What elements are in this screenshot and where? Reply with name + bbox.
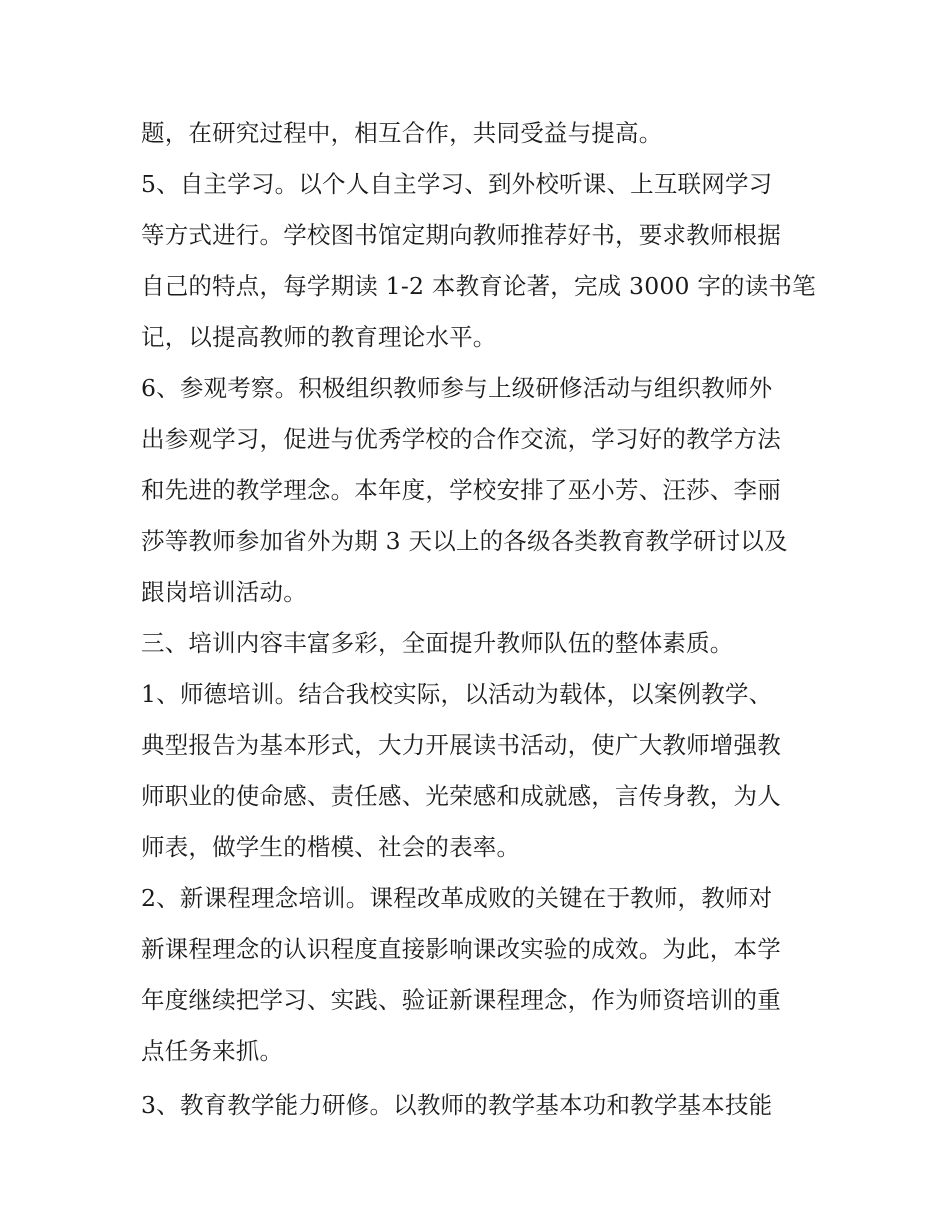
text-line: 2、新课程理念培训。课程改革成败的关键在于教师，教师对 [141, 884, 773, 912]
text-line: 3、教育教学能力研修。以教师的教学基本功和教学基本技能 [141, 1091, 773, 1119]
text-line: 等方式进行。学校图书馆定期向教师推荐好书，要求教师根据 [141, 221, 781, 249]
text-line: 典型报告为基本形式，大力开展读书活动，使广大教师增强教 [141, 731, 781, 759]
text-line: 出参观学习，促进与优秀学校的合作交流，学习好的教学方法 [141, 425, 781, 453]
text-line: 1、师德培训。结合我校实际，以活动为载体，以案例教学、 [141, 680, 773, 708]
text-line: 5、自主学习。以个人自主学习、到外校听课、上互联网学习 [141, 170, 773, 198]
text-line: 记，以提高教师的教育理论水平。 [141, 323, 497, 351]
text-line: 新课程理念的认识程度直接影响课改实验的成效。为此，本学 [141, 935, 781, 963]
text-line: 师职业的使命感、责任感、光荣感和成就感，言传身教，为人 [141, 782, 781, 810]
text-line: 自己的特点，每学期读 1-2 本教育论著，完成 3000 字的读书笔 [141, 272, 816, 300]
text-line: 三、培训内容丰富多彩，全面提升教师队伍的整体素质。 [141, 629, 734, 657]
body-text [141, 108, 821, 1131]
text-line: 题，在研究过程中，相互合作，共同受益与提高。 [141, 119, 663, 147]
text-line: 年度继续把学习、实践、验证新课程理念，作为师资培训的重 [141, 986, 781, 1014]
text-line: 和先进的教学理念。本年度，学校安排了巫小芳、汪莎、李丽 [141, 476, 781, 504]
text-line: 6、参观考察。积极组织教师参与上级研修活动与组织教师外 [141, 374, 773, 402]
text-line: 师表，做学生的楷模、社会的表率。 [141, 833, 521, 861]
text-line: 点任务来抓。 [141, 1037, 284, 1065]
text-line: 跟岗培训活动。 [141, 578, 307, 606]
text-line: 莎等教师参加省外为期 3 天以上的各级各类教育教学研讨以及 [141, 527, 788, 555]
